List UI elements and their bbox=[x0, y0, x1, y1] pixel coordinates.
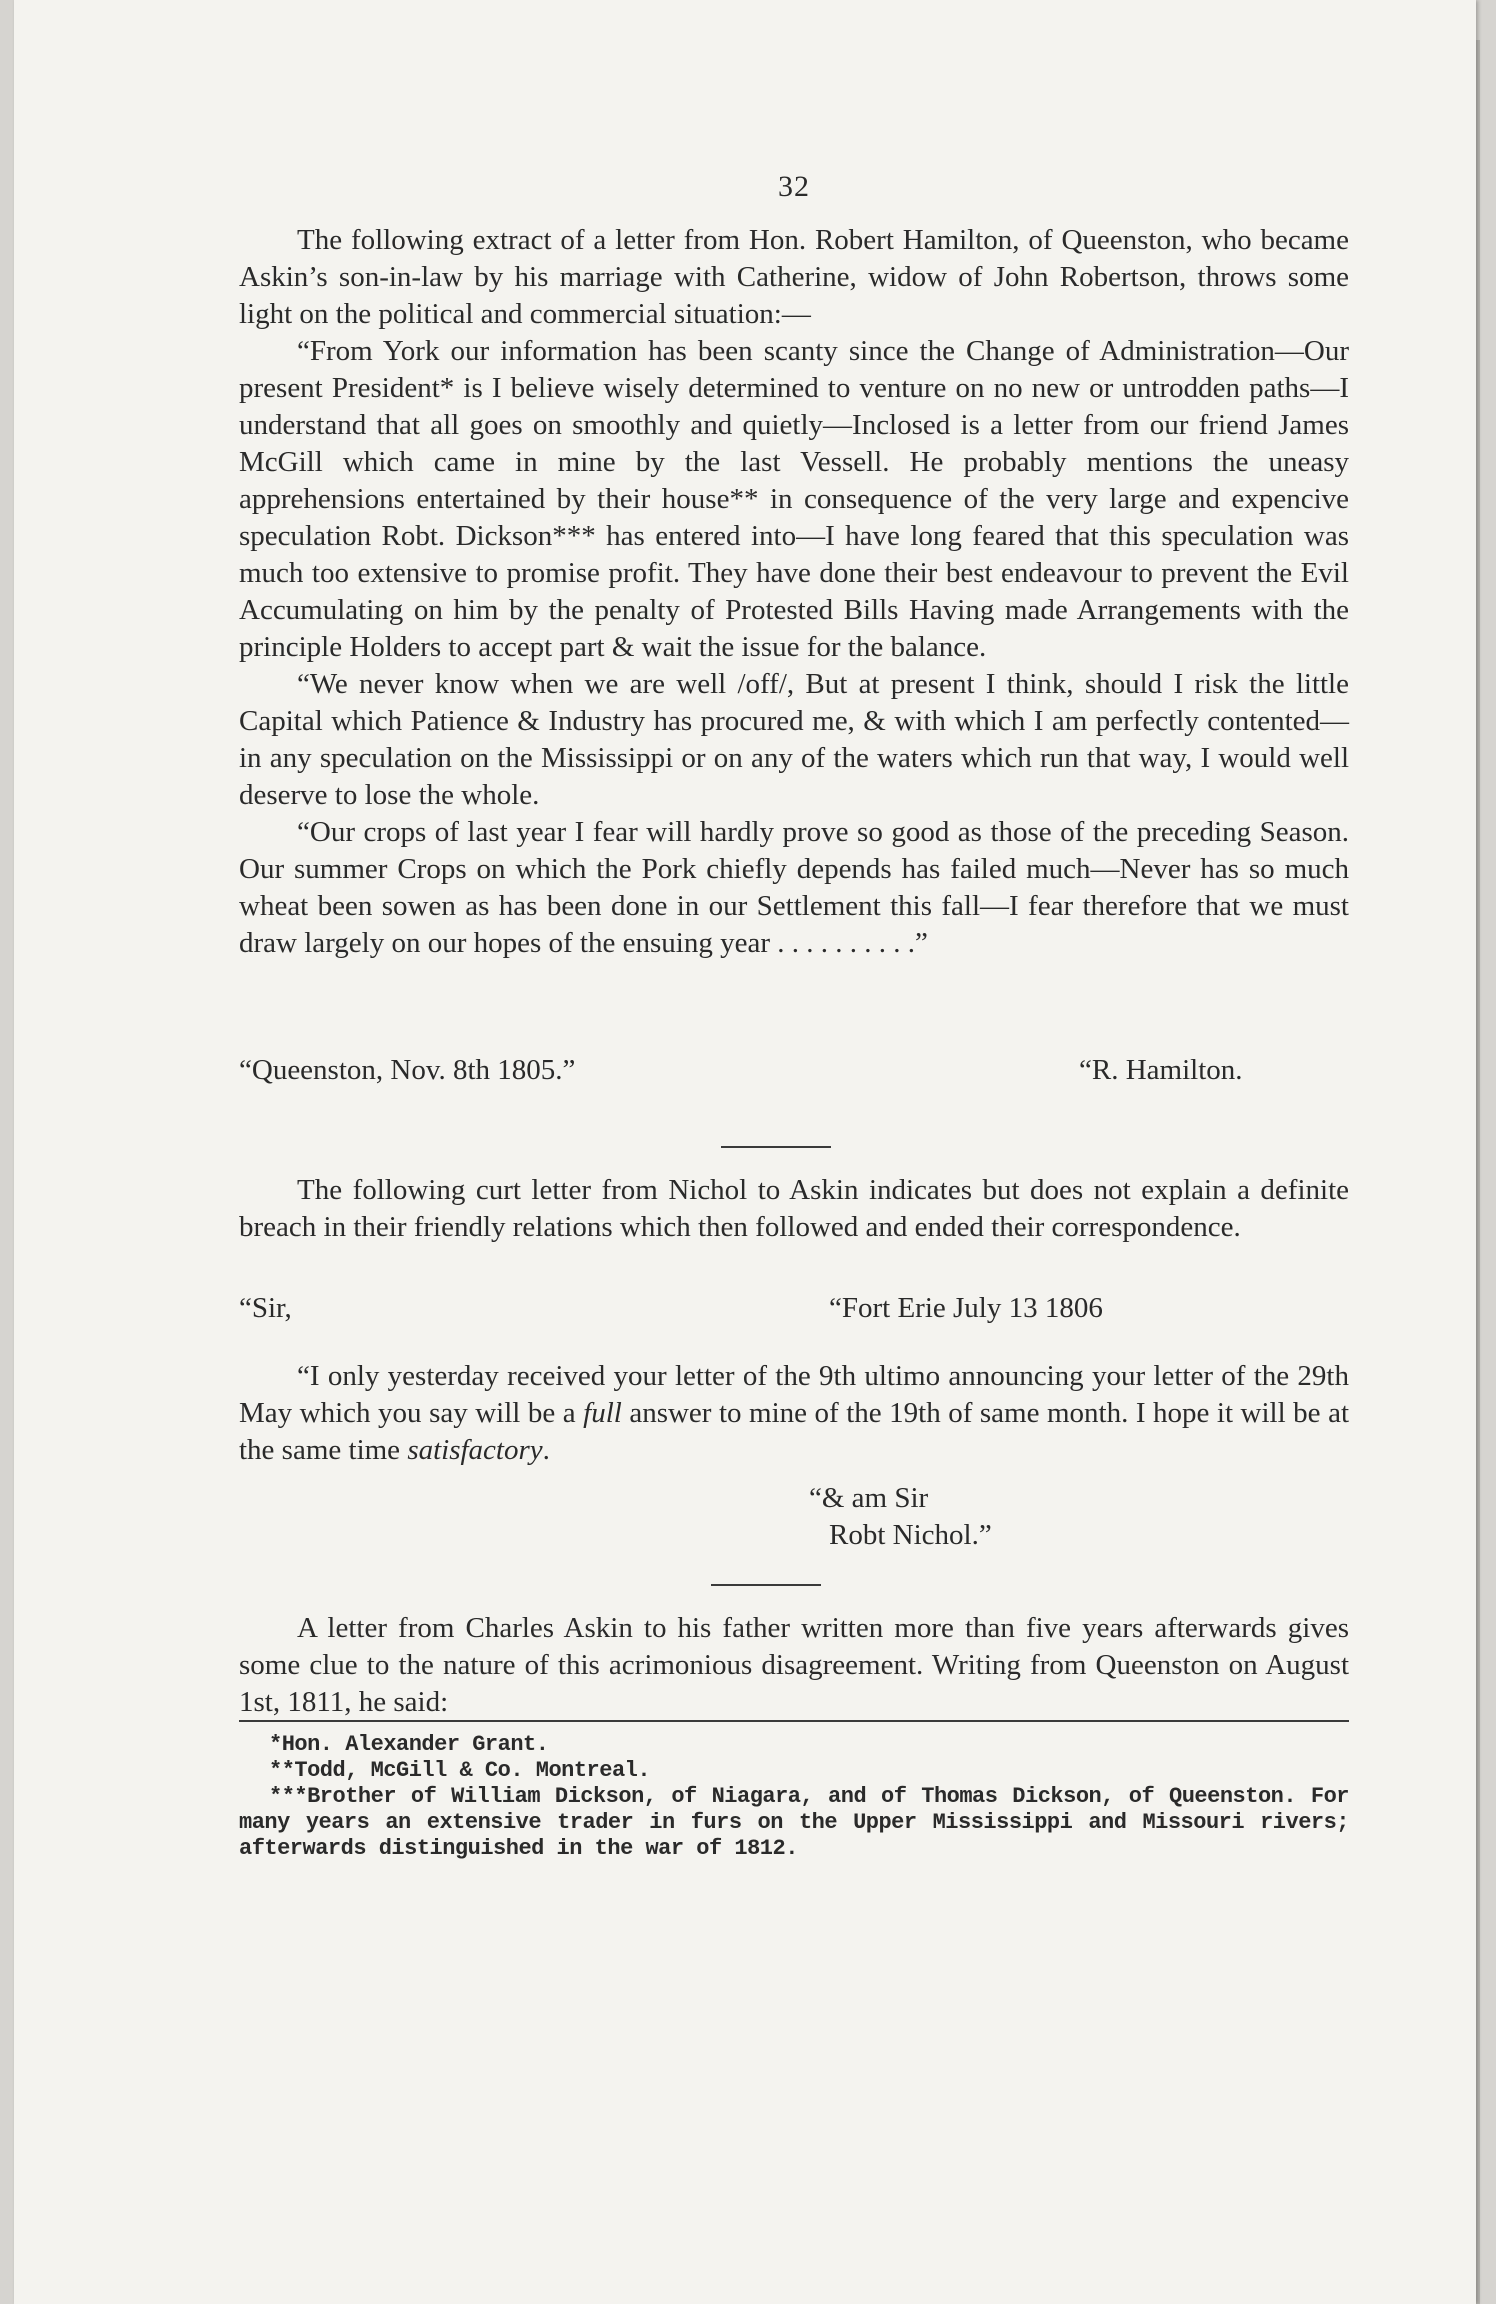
nichol-letter-paragraph bbox=[239, 1358, 1349, 1469]
nichol-body-start: “I only yesterday received your letter of the 9th ultimo announcing your letter of the 29th May which you say will be a bbox=[239, 1360, 1349, 1429]
nichol-body-middle: answer to mine of the 19th of same month. I hope it will be at the same time bbox=[239, 1397, 1349, 1466]
hamilton-letter bbox=[239, 333, 1349, 962]
footnote-1: *Hon. Alexander Grant. bbox=[269, 1732, 549, 1757]
footnote-3: ***Brother of William Dickson, of Niagara, and of Thomas Dickson, of Queenston. For many years an extensive trader in furs on the Upper Mississippi and Missouri rivers; afterwards distinguished in the war of 1812. bbox=[239, 1784, 1349, 1861]
nichol-intro-block bbox=[239, 1172, 1349, 1246]
nichol-body-emphasis-satisfactory: satisfactory bbox=[407, 1434, 543, 1466]
nichol-closing: “& am Sir bbox=[809, 1482, 929, 1514]
nichol-salutation: “Sir, bbox=[239, 1292, 292, 1324]
section-divider-2 bbox=[711, 1584, 821, 1586]
intro-paragraph: The following extract of a letter from Hon. Robert Hamilton, of Queenston, who became Askin’s son-in-law by his marriage with Catherine, widow of John Robertson, throws some light on the political and commercial situation:— bbox=[239, 224, 1349, 330]
nichol-letter-header bbox=[239, 1290, 1349, 1330]
footnote-2: **Todd, McGill & Co. Montreal. bbox=[269, 1758, 651, 1783]
hamilton-letter-para-3: “Our crops of last year I fear will hardly prove so good as those of the preceding Season. Our summer Crops on which the Pork chiefly depends has failed much—Never has so much wheat been sowen as has been done in our Settlement this fall—I fear therefore that we must draw largely on our hopes of the ensuing year . . . . . . . . . .” bbox=[239, 816, 1349, 959]
hamilton-letter-para-1: “From York our information has been scanty since the Change of Administration—Our present President* is I believe wisely determined to venture on no new or untrodden paths—I understand that all goes on smoothly and quietly—Inclosed is a letter from our friend James McGill which came in mine by the last Vessell. He probably mentions the uneasy apprehensions entertained by their house** in consequence of the very large and expencive speculation Robt. Dickson*** has entered into—I have long feared that this speculation was much too extensive to promise profit. They have done their best endeavour to prevent the Evil Accumulating on him by the penalty of Protested Bills Having made Arrangements with the principle Holders to accept part & wait the issue for the balance. bbox=[239, 335, 1349, 663]
nichol-body-end: . bbox=[542, 1434, 550, 1466]
nichol-letter-body bbox=[239, 1358, 1349, 1469]
book-page bbox=[14, 0, 1476, 2304]
section-divider-1 bbox=[721, 1146, 831, 1148]
hamilton-signoff bbox=[239, 1052, 1349, 1092]
hamilton-letter-para-2: “We never know when we are well /off/, But at present I think, should I risk the little Capital which Patience & Industry has procured me, & with which I am perfectly contented—in any speculation on the Mississippi or on any of the waters which run that way, I would well deserve to lose the whole. bbox=[239, 668, 1349, 811]
nichol-dateline: “Fort Erie July 13 1806 bbox=[829, 1292, 1103, 1324]
charles-intro-paragraph: A letter from Charles Askin to his father written more than five years afterwards gives some clue to the nature of this acrimonious disagreement. Writing from Queenston on August 1st, 1811, he said: bbox=[239, 1612, 1349, 1718]
page-edge bbox=[1476, 40, 1480, 2304]
nichol-intro-paragraph: The following curt letter from Nichol to Askin indicates but does not explain a definite breach in their friendly relations which then followed and ended their correspondence. bbox=[239, 1174, 1349, 1243]
hamilton-signature: “R. Hamilton. bbox=[1079, 1054, 1243, 1086]
page-number: 32 bbox=[778, 170, 810, 203]
nichol-signature: Robt Nichol.” bbox=[829, 1519, 992, 1551]
intro-paragraph-block bbox=[239, 222, 1349, 333]
footnote-rule bbox=[239, 1720, 1349, 1722]
nichol-body-emphasis-full: full bbox=[583, 1397, 622, 1429]
hamilton-dateline: “Queenston, Nov. 8th 1805.” bbox=[239, 1054, 576, 1086]
footnotes bbox=[239, 1732, 1349, 1862]
charles-intro-block bbox=[239, 1610, 1349, 1721]
